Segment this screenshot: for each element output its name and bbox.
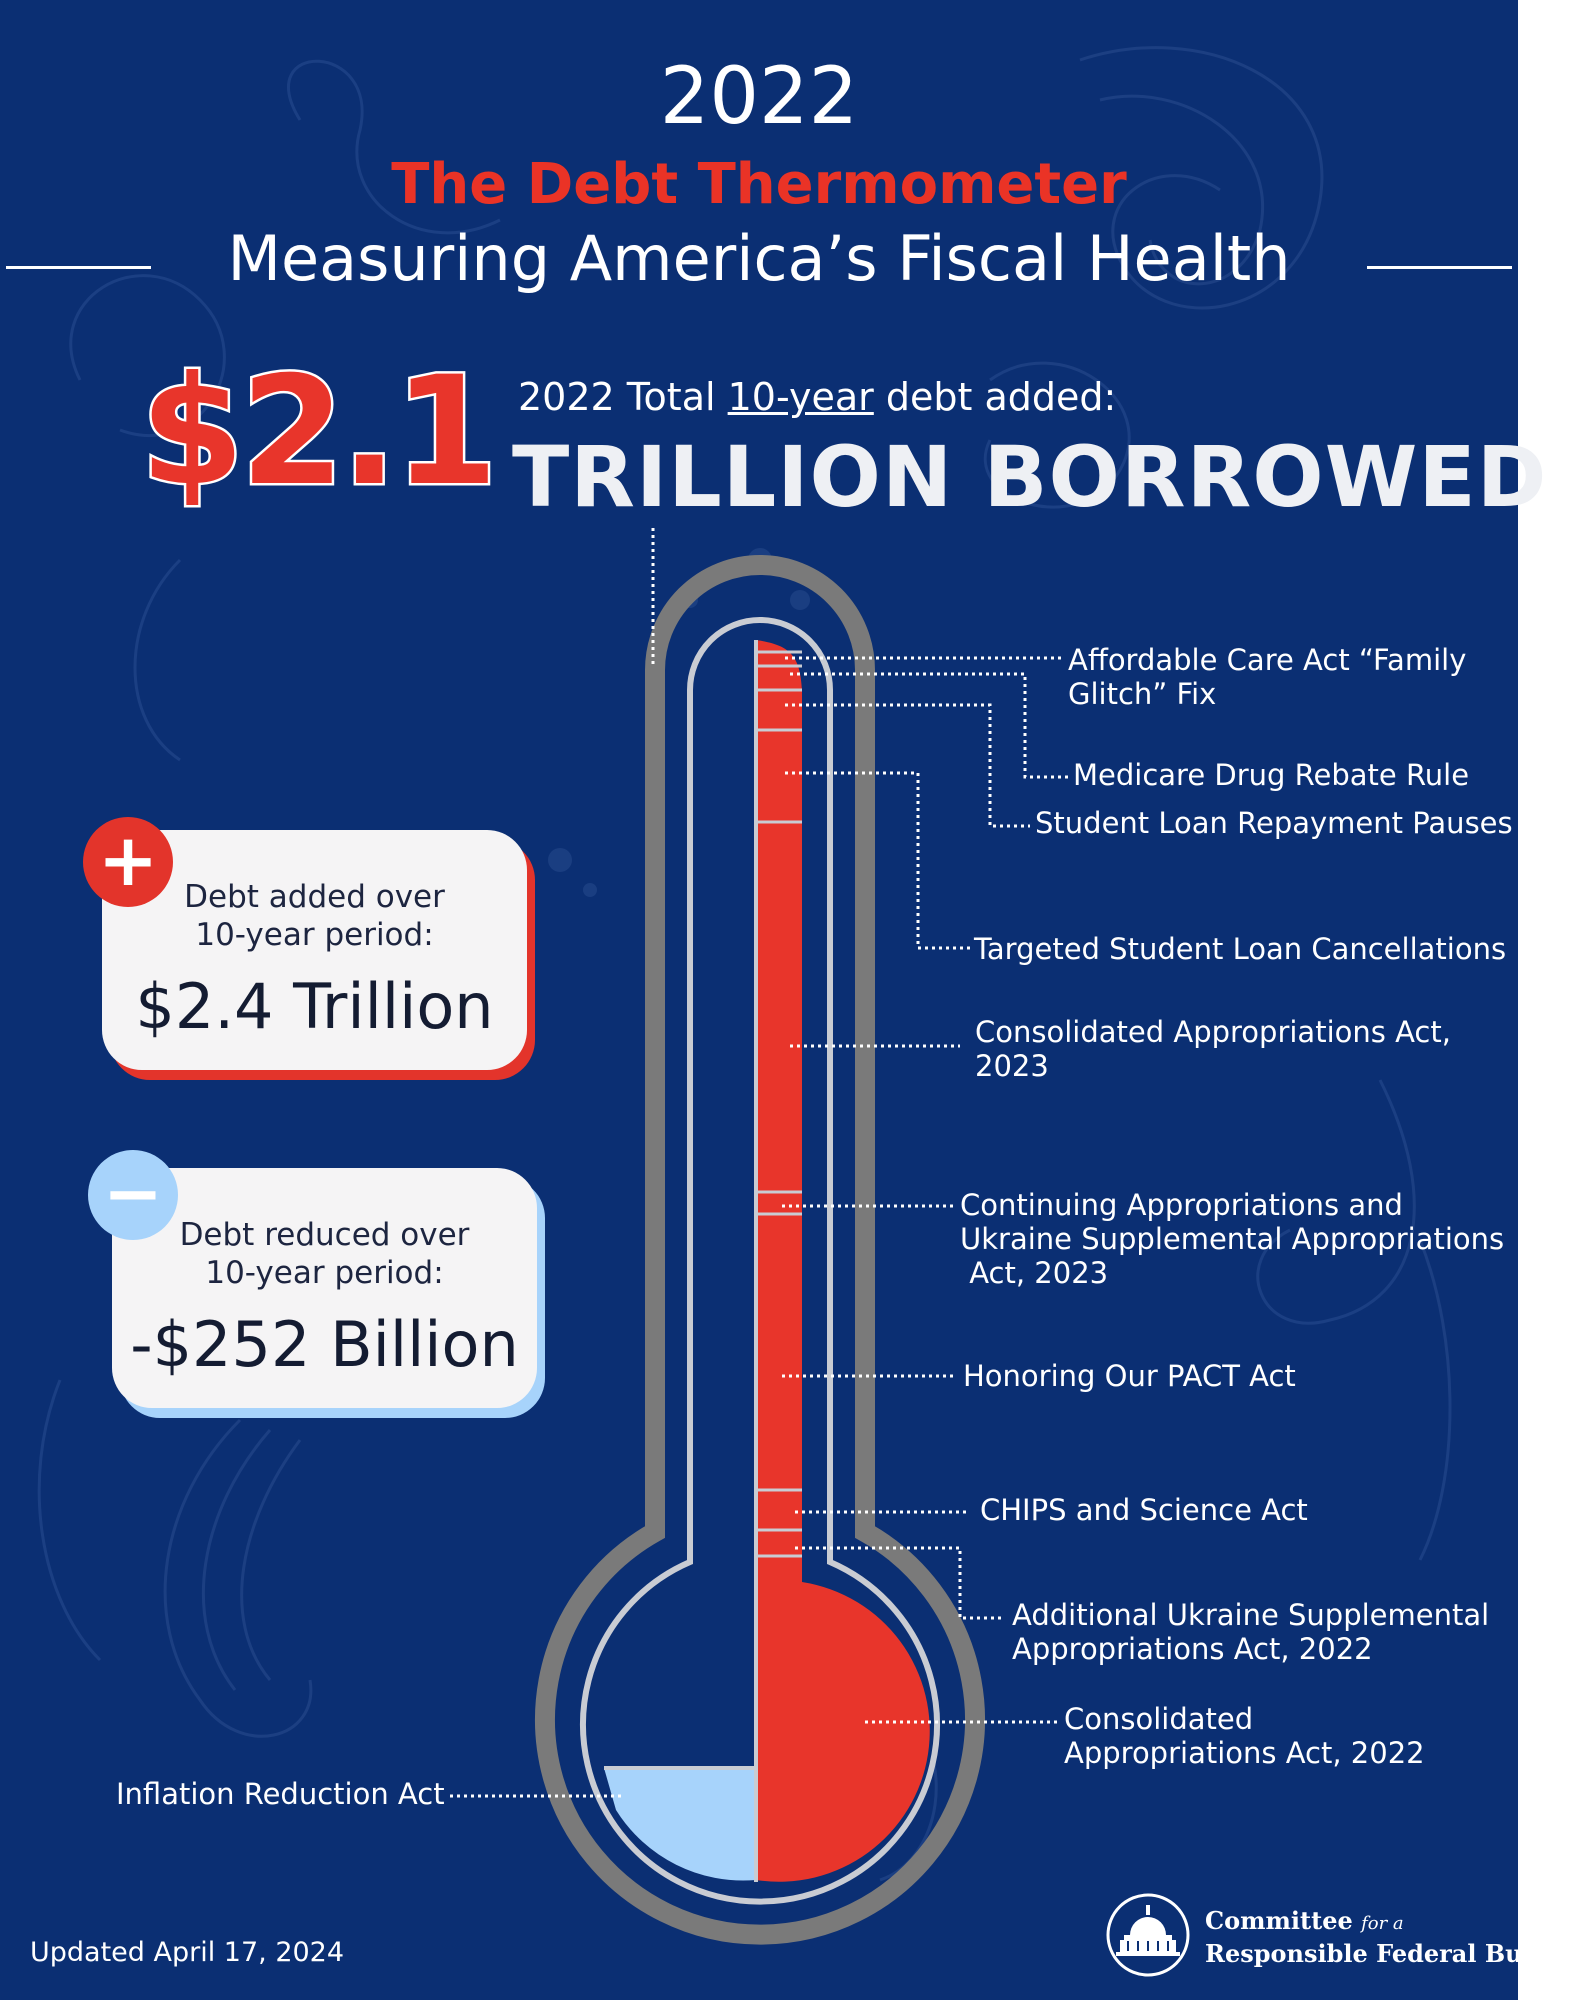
total-borrowed-amount: $2.1 xyxy=(140,345,495,519)
label-student-loan-pauses: Student Loan Repayment Pauses xyxy=(1035,806,1513,840)
infographic-title: The Debt Thermometer xyxy=(391,152,1127,217)
total-label: 2022 Total 10-year debt added: xyxy=(518,375,1117,419)
label-continuing-appropriations: Continuing Appropriations and Ukraine Supplemental Appropriations Act, 2023 xyxy=(960,1188,1505,1290)
org-name: Committee for a Responsible Federal Budget xyxy=(1205,1906,1582,1968)
infographic-subtitle: Measuring America’s Fiscal Health xyxy=(227,222,1291,295)
debt-added-value: $2.4 Trillion xyxy=(135,970,494,1043)
label-chips-act: CHIPS and Science Act xyxy=(980,1493,1308,1527)
label-medicare-drug-rebate: Medicare Drug Rebate Rule xyxy=(1073,758,1470,792)
label-pact-act: Honoring Our PACT Act xyxy=(963,1359,1296,1393)
label-student-loan-cancellations: Targeted Student Loan Cancellations xyxy=(974,932,1507,966)
label-inflation-reduction-act: Inflation Reduction Act xyxy=(116,1777,445,1811)
label-caa-2022: Consolidated Appropriations Act, 2022 xyxy=(1064,1702,1425,1770)
label-ukraine-2022: Additional Ukraine Supplemental Appropriations Act, 2022 xyxy=(1012,1598,1490,1666)
updated-date: Updated April 17, 2024 xyxy=(30,1937,345,1968)
debt-reduced-value: -$252 Billion xyxy=(130,1308,519,1381)
debt-added-label: Debt added over 10-year period: xyxy=(184,879,445,953)
year-heading: 2022 xyxy=(659,52,859,142)
plus-icon: + xyxy=(83,817,173,907)
label-caa-2023: Consolidated Appropriations Act, 2023 xyxy=(975,1015,1451,1083)
debt-reduced-label: Debt reduced over 10-year period: xyxy=(179,1217,470,1291)
minus-icon: − xyxy=(88,1150,178,1240)
borrowed-unit: TRILLION BORROWED xyxy=(512,428,1548,526)
label-aca-family-glitch: Affordable Care Act “Family Glitch” Fix xyxy=(1068,643,1467,711)
